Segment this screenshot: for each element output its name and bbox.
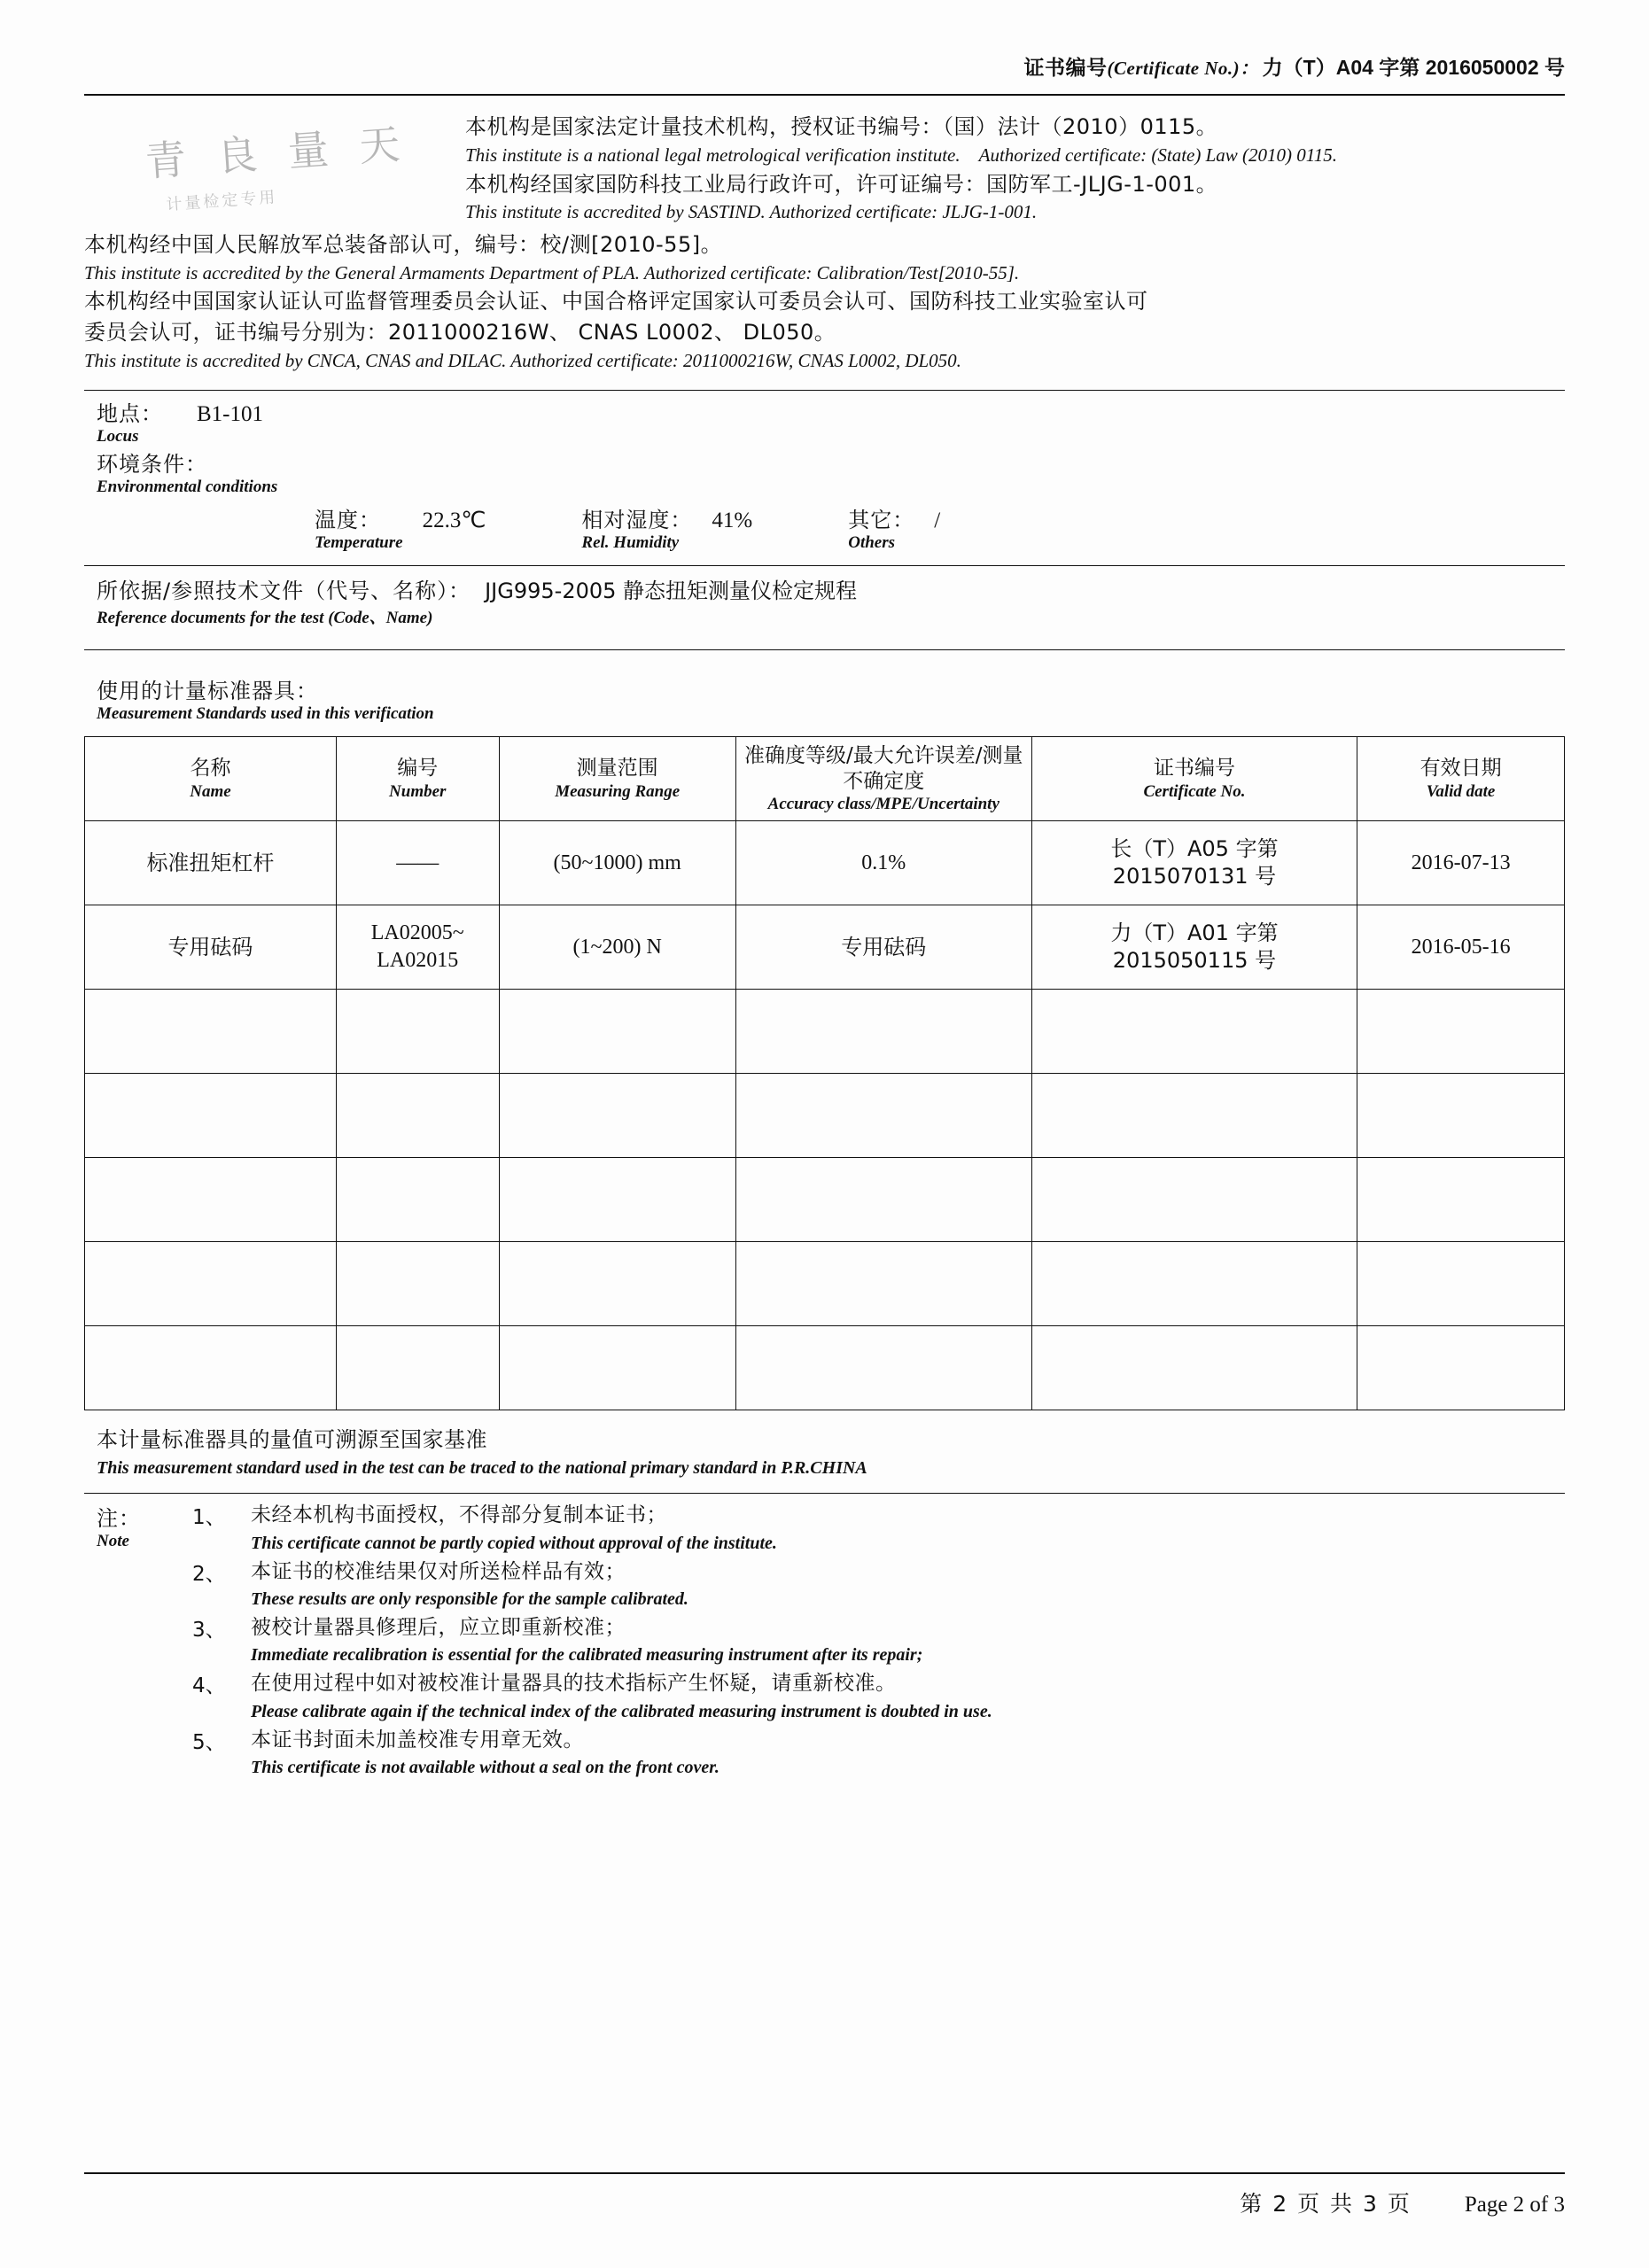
note-text-cn: 在使用过程中如对被校准计量器具的技术指标产生怀疑，请重新校准。 xyxy=(251,1672,897,1696)
cell-certificate-no xyxy=(1031,1074,1357,1158)
environment-temperature: 温度： Temperature 22.3℃ xyxy=(315,508,486,553)
accreditation-top-lines xyxy=(465,112,1565,225)
accreditation-line4-cn-continued: 委员会认可，证书编号分别为：2011000216W、 CNAS L0002、 DL050。 xyxy=(84,319,836,345)
note-number: 2、 xyxy=(192,1562,226,1586)
traceability-cn: 本计量标准器具的量值可溯源至国家基准 xyxy=(97,1427,487,1453)
standards-title-cn: 使用的计量标准器具： xyxy=(97,679,318,704)
accreditation-divider xyxy=(84,390,1565,391)
list-item xyxy=(192,1557,1565,1612)
accreditation-line3-en: This institute is accredited by the General Armaments Department of PLA. Authorized certificate: Calibration/Test[2010-55]. xyxy=(84,261,1020,284)
note-text-en: This certificate is not available without a seal on the front cover. xyxy=(251,1757,719,1777)
table-row xyxy=(85,1158,1565,1242)
cell-valid-date xyxy=(1357,990,1565,1074)
locus-label: 地点： Locus xyxy=(97,401,163,447)
cell-valid-date xyxy=(1357,1242,1565,1326)
cell-certificate-no xyxy=(1031,990,1357,1074)
column-certificate-no: 证书编号 Certificate No. xyxy=(1031,737,1357,821)
standards-table xyxy=(84,736,1565,1410)
cell-accuracy: 0.1% xyxy=(735,821,1031,905)
cell-number xyxy=(336,990,499,1074)
list-item xyxy=(192,1669,1565,1723)
accreditation-block xyxy=(84,112,1565,377)
header-divider xyxy=(84,94,1565,96)
cell-range: (50~1000) mm xyxy=(499,821,735,905)
cell-number: LA02005~ LA02015 xyxy=(336,905,499,990)
table-row xyxy=(85,990,1565,1074)
cell-name: 标准扭矩杠杆 xyxy=(85,821,337,905)
table-row xyxy=(85,1242,1565,1326)
accreditation-line2-en: This institute is accredited by SASTIND. Authorized certificate: JLJG-1-001. xyxy=(465,201,1038,223)
traceability-en: This measurement standard used in the test can be traced to the national primary standard in P.R.CHINA xyxy=(97,1458,867,1479)
reference-documents-row xyxy=(84,573,1565,628)
certificate-number-row xyxy=(84,0,1565,82)
cell-name: 专用砝码 xyxy=(85,905,337,990)
cell-name xyxy=(85,1074,337,1158)
reference-documents-section xyxy=(84,573,1565,628)
certificate-number-value: 力（T）A04 字第 2016050002 号 xyxy=(1262,56,1565,79)
cell-accuracy xyxy=(735,1074,1031,1158)
cell-accuracy xyxy=(735,990,1031,1074)
table-row xyxy=(85,905,1565,990)
cell-accuracy: 专用砝码 xyxy=(735,905,1031,990)
cell-valid-date: 2016-05-16 xyxy=(1357,905,1565,990)
cell-range xyxy=(499,1326,735,1410)
cell-certificate-no: 长（T）A05 字第 2015070131 号 xyxy=(1031,821,1357,905)
cell-name xyxy=(85,1242,337,1326)
locus-section xyxy=(84,396,1565,553)
cell-accuracy xyxy=(735,1326,1031,1410)
page-footer xyxy=(84,2172,1565,2218)
list-item xyxy=(192,1613,1565,1667)
cell-number xyxy=(336,1242,499,1326)
accreditation-bottom-lines xyxy=(84,229,1565,374)
reference-documents-value: JJG995-2005 静态扭矩测量仪检定规程 xyxy=(485,579,858,604)
reference-divider xyxy=(84,649,1565,650)
table-row xyxy=(85,1074,1565,1158)
cell-range xyxy=(499,1242,735,1326)
accreditation-line1-cn: 本机构是国家法定计量技术机构，授权证书编号：（国）法计（2010）0115。 xyxy=(465,114,1218,140)
column-measuring-range: 测量范围 Measuring Range xyxy=(499,737,735,821)
cell-number xyxy=(336,1074,499,1158)
cell-number xyxy=(336,1326,499,1410)
list-item xyxy=(192,1501,1565,1555)
cell-range xyxy=(499,990,735,1074)
cell-name xyxy=(85,1158,337,1242)
environment-others: 其它： Others / xyxy=(848,508,941,553)
note-text-cn: 未经本机构书面授权，不得部分复制本证书； xyxy=(251,1503,667,1527)
cell-range xyxy=(499,1074,735,1158)
accreditation-line4-en: This institute is accredited by CNCA, CNAS and DILAC. Authorized certificate: 2011000216W, CNAS L0002, DL050. xyxy=(84,349,961,371)
note-text-cn: 被校计量器具修理后，应立即重新校准； xyxy=(251,1615,626,1639)
notes-section xyxy=(84,1501,1565,1782)
cell-certificate-no: 力（T）A01 字第 2015050115 号 xyxy=(1031,905,1357,990)
accreditation-line2-cn: 本机构经国家国防科技工业局行政许可，许可证编号：国防军工-JLJG-1-001。 xyxy=(465,171,1218,197)
column-name: 名称 Name xyxy=(85,737,337,821)
note-text-en: Please calibrate again if the technical index of the calibrated measuring instrument is doubted in use. xyxy=(251,1701,992,1721)
standards-title-en: Measurement Standards used in this verification xyxy=(97,704,434,724)
column-valid-date: 有效日期 Valid date xyxy=(1357,737,1565,821)
note-text-en: Immediate recalibration is essential for the calibrated measuring instrument after its repair; xyxy=(251,1645,923,1666)
cell-valid-date xyxy=(1357,1326,1565,1410)
column-number: 编号 Number xyxy=(336,737,499,821)
environment-divider xyxy=(84,565,1565,566)
note-text-cn: 本证书的校准结果仅对所送检样品有效； xyxy=(251,1559,626,1583)
list-item xyxy=(192,1726,1565,1780)
cell-valid-date: 2016-07-13 xyxy=(1357,821,1565,905)
cell-certificate-no xyxy=(1031,1158,1357,1242)
locus-row xyxy=(84,396,1565,447)
accreditation-line4-cn: 本机构经中国国家认证认可监督管理委员会认证、中国合格评定国家认可委员会认可、国防科技工业实验室认可 xyxy=(84,288,1148,314)
cell-range xyxy=(499,1158,735,1242)
cell-valid-date xyxy=(1357,1158,1565,1242)
footer-divider xyxy=(84,2172,1565,2174)
standards-title xyxy=(84,673,1565,724)
note-text-en: This certificate cannot be partly copied without approval of the institute. xyxy=(251,1533,777,1553)
page-number-cn: 第 2 页 共 3 页 xyxy=(1240,2191,1412,2217)
environment-humidity: 相对湿度： Rel. Humidity 41% xyxy=(581,508,753,553)
note-number: 3、 xyxy=(192,1618,226,1642)
note-number: 1、 xyxy=(192,1506,226,1530)
note-text-cn: 本证书封面未加盖校准专用章无效。 xyxy=(251,1728,584,1751)
cell-certificate-no xyxy=(1031,1242,1357,1326)
cell-number: —— xyxy=(336,821,499,905)
note-number: 5、 xyxy=(192,1730,226,1754)
notes-label: 注： Note xyxy=(97,1506,141,1551)
locus-value: B1-101 xyxy=(197,402,263,427)
accreditation-line1-en: This institute is a national legal metrological verification institute. Authorized certificate: (State) Law (2010) 0115. xyxy=(465,144,1337,167)
cell-accuracy xyxy=(735,1158,1031,1242)
table-row xyxy=(85,1326,1565,1410)
certificate-number-label: 证书编号(Certificate No.)： xyxy=(1023,57,1259,79)
institute-stamp: 青 良 量 天 计量检定专用 xyxy=(144,120,411,215)
column-accuracy: 准确度等级/最大允许误差/测量不确定度 Accuracy class/MPE/Uncertainty xyxy=(735,737,1031,821)
accreditation-line3-cn: 本机构经中国人民解放军总装备部认可，编号：校/测[2010-55]。 xyxy=(84,231,723,257)
traceability-statement xyxy=(84,1425,1565,1480)
reference-documents-label: 所依据/参照技术文件（代号、名称）： Reference documents for the test (Code、Name) xyxy=(97,579,471,628)
cell-name xyxy=(85,990,337,1074)
cell-certificate-no xyxy=(1031,1326,1357,1410)
cell-name xyxy=(85,1326,337,1410)
cell-number xyxy=(336,1158,499,1242)
cell-accuracy xyxy=(735,1242,1031,1326)
table-row xyxy=(85,821,1565,905)
cell-range: (1~200) N xyxy=(499,905,735,990)
page-number-en: Page 2 of 3 xyxy=(1464,2193,1565,2217)
traceability-divider xyxy=(84,1493,1565,1494)
environment-label: 环境条件： Environmental conditions xyxy=(97,452,278,497)
note-text-en: These results are only responsible for the sample calibrated. xyxy=(251,1588,688,1609)
cell-valid-date xyxy=(1357,1074,1565,1158)
environment-values-row xyxy=(84,502,1565,553)
note-number: 4、 xyxy=(192,1674,226,1698)
standards-table-header-row xyxy=(85,737,1565,821)
